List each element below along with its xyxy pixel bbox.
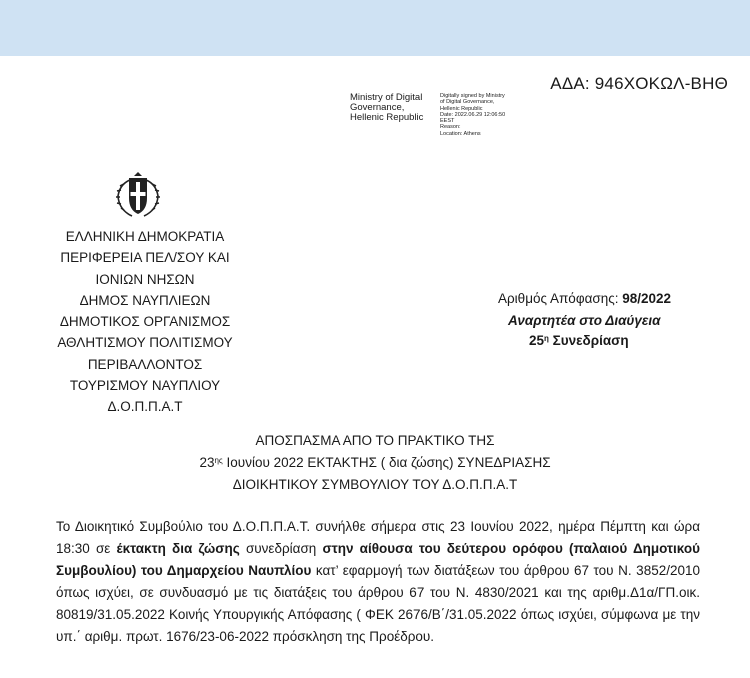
header-line: ΔΗΜΟΣ ΝΑΥΠΛΙΕΩΝ bbox=[79, 292, 211, 308]
signature-name-line: Hellenic Republic bbox=[350, 112, 424, 123]
greek-coat-of-arms-icon bbox=[110, 170, 166, 222]
body-paragraph bbox=[56, 516, 700, 648]
body-bold-text: έκτακτη δια ζώσης bbox=[116, 541, 240, 556]
decision-label: Αριθμός Απόφασης: bbox=[498, 291, 623, 306]
signature-detail-line: Digitally signed by Ministry bbox=[440, 93, 505, 99]
header-line: Δ.Ο.Π.Π.Α.Τ bbox=[107, 399, 183, 415]
signature-name bbox=[350, 93, 440, 137]
extract-line-2-text: Ιουνίου 2022 ΕΚΤΑΚΤΗΣ ( δια ζώσης) ΣΥΝΕΔΡΙΑΣΗΣ bbox=[222, 455, 551, 470]
session-sup: η bbox=[544, 334, 549, 343]
signature-detail-line: Date: 2022.06.29 12:06:50 bbox=[440, 111, 506, 118]
header-line: ΔΗΜΟΤΙΚΟΣ ΟΡΓΑΝΙΣΜΟΣ bbox=[59, 314, 231, 330]
extract-line-1: ΑΠΟΣΠΑΣΜΑ ΑΠΟ ΤΟ ΠΡΑΚΤΙΚΟ ΤΗΣ bbox=[255, 433, 495, 448]
header-line: ΠΕΡΙΒΑΛΛΟΝΤΟΣ bbox=[87, 356, 203, 372]
diavgeia-note: Αναρτητέα στο Διαύγεια bbox=[508, 313, 661, 328]
top-bar bbox=[0, 0, 750, 56]
digital-signature bbox=[350, 93, 540, 137]
signature-detail-line: Reason: bbox=[440, 124, 461, 131]
header-line: ΕΛΛΗΝΙΚΗ ΔΗΜΟΚΡΑΤΙΑ bbox=[65, 229, 225, 244]
signature-name-line: Ministry of Digital bbox=[350, 92, 423, 103]
header-line: ΠΕΡΙΦΕΡΕΙΑ ΠΕΛ/ΣΟΥ ΚΑΙ bbox=[60, 250, 230, 266]
body-text: Το Διοικητικό Συμβούλιο του Δ.Ο.Π.Π.Α.Τ. συνήλθε σήμερα στις 23 Ιουνίου 2022, ημέρα Πέμπτη και ώρα 18:30 σε bbox=[56, 519, 700, 556]
header-line: ΙΟΝΙΩΝ ΝΗΣΩΝ bbox=[95, 271, 195, 287]
extract-line-2 bbox=[0, 452, 750, 474]
decision-number-value: 98/2022 bbox=[622, 291, 672, 306]
header-line: ΑΘΛΗΤΙΣΜΟΥ ΠΟΛΙΤΙΣΜΟΥ bbox=[57, 335, 233, 351]
signature-details bbox=[440, 93, 540, 137]
extract-date-sup: ης bbox=[214, 456, 223, 465]
header-line: ΤΟΥΡΙΣΜΟΥ ΝΑΥΠΛΙΟΥ bbox=[69, 378, 221, 394]
signature-detail-line: of Digital Governance, bbox=[440, 99, 495, 106]
signature-detail-line: Hellenic Republic bbox=[440, 105, 483, 112]
issuer-header bbox=[40, 226, 250, 418]
ada-code: ΑΔΑ: 946ΧΟΚΩΛ-ΒΗΘ bbox=[550, 74, 728, 93]
session-label: Συνεδρίαση bbox=[548, 333, 629, 348]
body-text: κατ’ εφαρμογή των διατάξεων του άρθρου 67 του Ν. 3852/2010 όπως ισχύει, σε συνδυασμό με τις διατάξεις του άρθρου 67 του Ν. 4830/2021 και της αριθμ.Δ1α/ΓΠ.οικ. 80819/31.05.2022 Κοινής Υπουργικής Απόφασης ( ΦΕΚ 2676/Β΄/31.05.2022 όπως ισχύει, σύμφωνα με την υπ.΄ αριθμ. πρωτ. 1676/23-06-2022 πρόσκληση της Προέδρου. bbox=[56, 563, 700, 644]
extract-line-3: ΔΙΟΙΚΗΤΙΚΟΥ ΣΥΜΒΟΥΛΙΟΥ ΤΟΥ Δ.Ο.Π.Π.Α.Τ bbox=[232, 477, 518, 492]
extract-title bbox=[0, 430, 750, 496]
decision-number bbox=[498, 288, 671, 309]
session-number bbox=[529, 330, 629, 351]
session-num: 25 bbox=[529, 333, 545, 348]
signature-name-line: Governance, bbox=[350, 102, 405, 113]
body-text: συνεδρίαση bbox=[239, 541, 323, 556]
extract-date: 23 bbox=[199, 455, 215, 470]
signature-detail-line: Location: Athens bbox=[440, 130, 481, 137]
signature-detail-line: EEST bbox=[440, 118, 455, 125]
body-bold-text: στην αίθουσα του δεύτερου ορόφου (παλαιού Δημοτικού Συμβουλίου) του Δημαρχείου Ναυπλίου bbox=[56, 541, 700, 578]
